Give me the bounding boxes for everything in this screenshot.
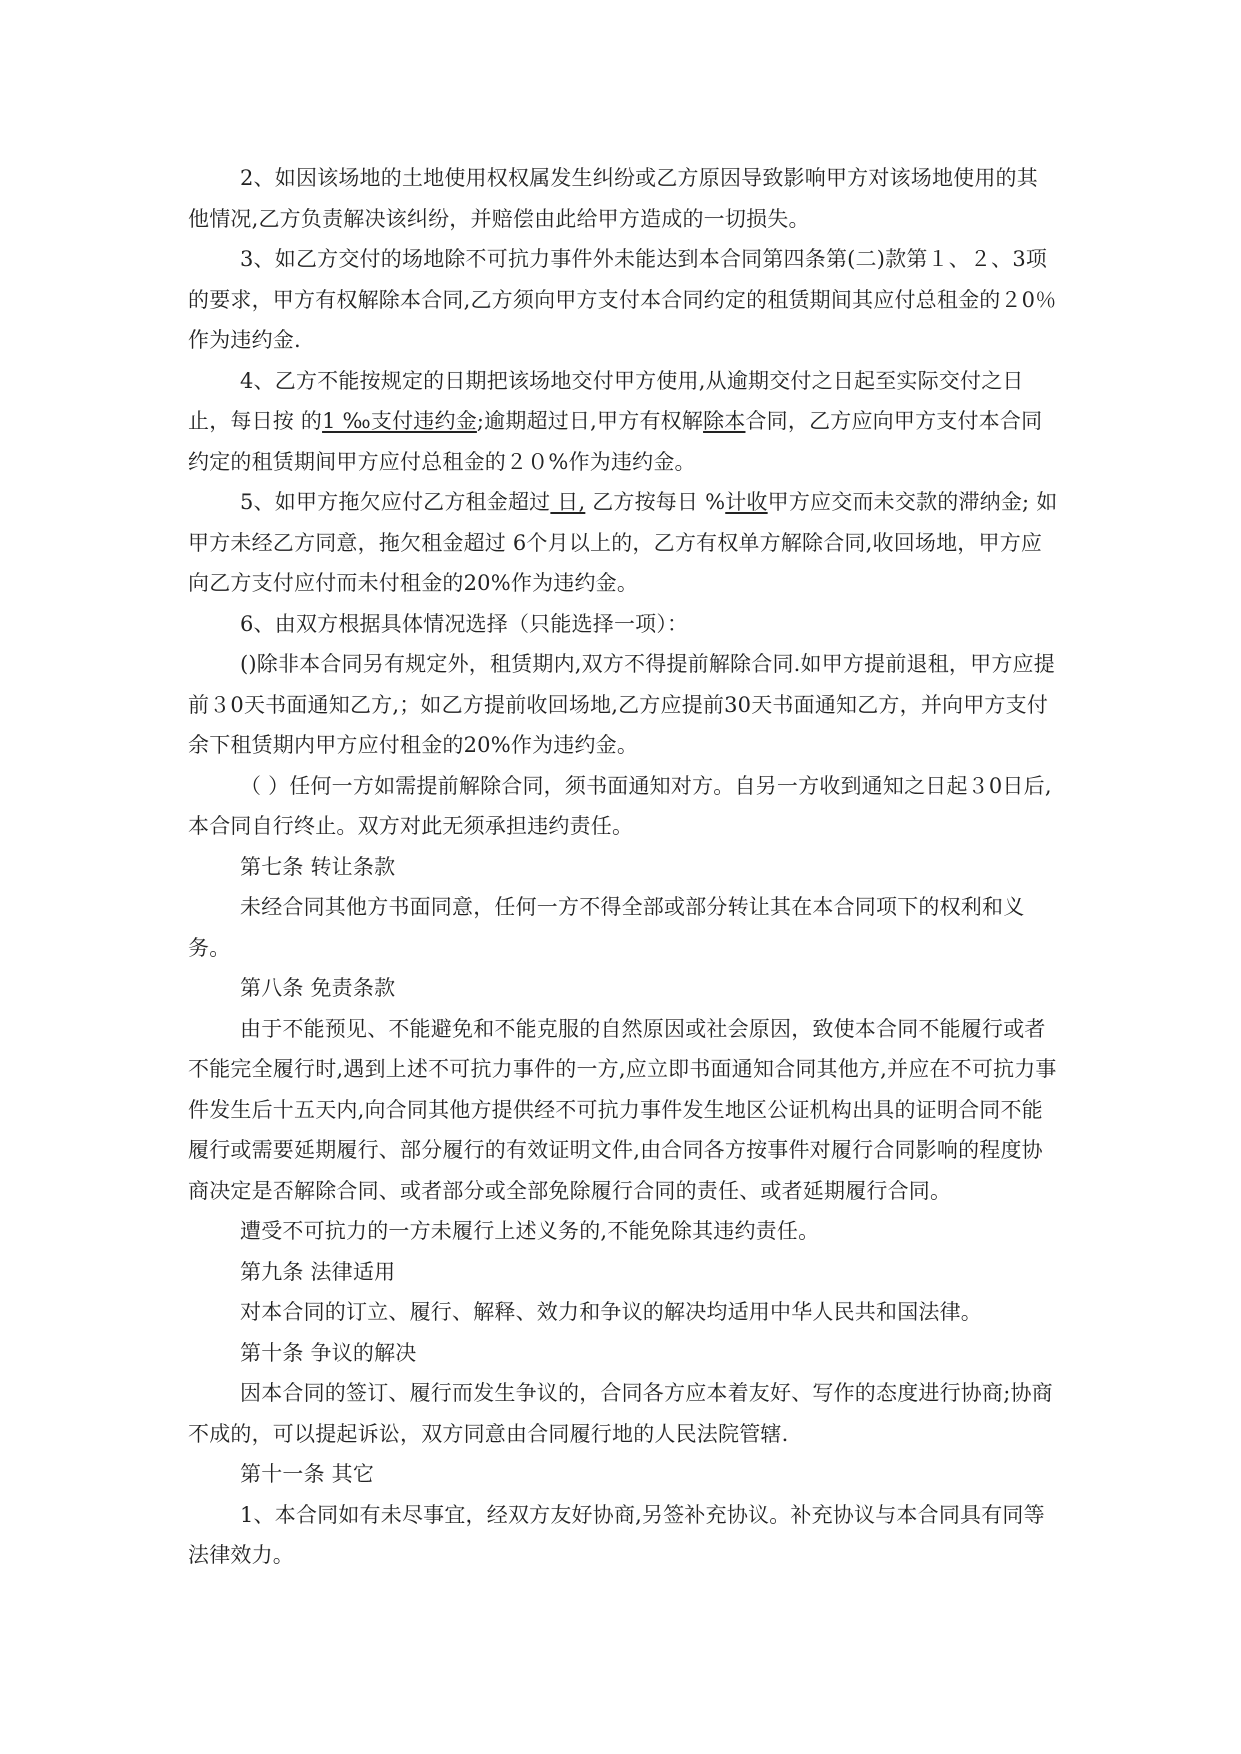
- clause-5-text-c: 甲方应交而未交款的滞纳金; 如甲方未经乙方同意，拖欠租金超过 6个月以上的，乙方有权单方解除合同,收回场地，甲方应向乙方支付应付而未付租金的20%作为违约金。: [188, 490, 1058, 595]
- clause-4-penalty-rate: 1 ‰支付违约金: [322, 409, 477, 433]
- paragraph-article-7: 未经合同其他方书面同意，任何一方不得全部或部分转让其在本合同项下的权利和义务。: [188, 895, 1025, 960]
- clause-5-days-blank: 日,: [550, 490, 586, 514]
- clause-4-text-b: ;逾期超过日,甲方有权解: [476, 409, 704, 433]
- paragraph-clause-3: 3、如乙方交付的场地除不可抗力事件外未能达到本合同第四条第(二)款第１、２、3项的要求，甲方有权解除本合同,乙方须向甲方支付本合同约定的租赁期间其应付总租金的２0％作为违约金.: [188, 247, 1057, 352]
- clause-5-text-b: 乙方按每日 %: [585, 490, 726, 514]
- paragraph-article-11-item-1: 1、本合同如有未尽事宜，经双方友好协商,另签补充协议。补充协议与本合同具有同等法律效力。: [188, 1502, 1045, 1567]
- article-11-heading: 第十一条 其它: [240, 1462, 375, 1486]
- paragraph-article-10: 因本合同的签订、履行而发生争议的，合同各方应本着友好、写作的态度进行协商;协商不成的，可以提起诉讼，双方同意由合同履行地的人民法院管辖.: [188, 1381, 1053, 1446]
- paragraph-clause-5: [188, 482, 1058, 604]
- paragraph-clause-2: 2、如因该场地的土地使用权权属发生纠纷或乙方原因导致影响甲方对该场地使用的其他情况,乙方负责解决该纠纷，并赔偿由此给甲方造成的一切损失。: [188, 166, 1038, 231]
- article-8-heading: 第八条 免责条款: [240, 976, 396, 1000]
- paragraph-option-b: （ ）任何一方如需提前解除合同，须书面通知对方。自另一方收到通知之日起３0日后,本合同自行终止。双方对此无须承担违约责任。: [188, 773, 1052, 838]
- paragraph-clause-4: [188, 361, 1058, 483]
- clause-4-text-c: 合同，乙方应向甲方支付本合同约定的租赁期间甲方应付总租金的２０%作为违约金。: [188, 409, 1043, 474]
- article-9-heading: 第九条 法律适用: [240, 1259, 396, 1284]
- clause-4-text-a: 4、乙方不能按规定的日期把该场地交付甲方使用,从逾期交付之日起至实际交付之日止，每日按 的: [188, 368, 1024, 433]
- paragraph-article-9: 对本合同的订立、履行、解释、效力和争议的解决均适用中华人民共和国法律。: [240, 1300, 982, 1324]
- contract-body: [188, 158, 1058, 1576]
- paragraph-clause-6: 6、由双方根据具体情况选择（只能选择一项）：: [240, 611, 689, 636]
- paragraph-article-8: 由于不能预见、不能避免和不能克服的自然原因或社会原因，致使本合同不能履行或者不能完全履行时,遇到上述不可抗力事件的一方,应立即书面通知合同其他方,并应在不可抗力事件发生后十五天内,向合同其他方提供经不可抗力事件发生地区公证机构出具的证明合同不能履行或需要延期履行、部分履行的有效证明文件,由合同各方按事件对履行合同影响的程度协商决定是否解除合同、或者部分或全部免除履行合同的责任、或者延期履行合同。: [188, 1016, 1057, 1203]
- paragraph-option-a: ()除非本合同另有规定外，租赁期内,双方不得提前解除合同.如甲方提前退租，甲方应提前３0天书面通知乙方,；如乙方提前收回场地,乙方应提前30天书面通知乙方，并向甲方支付余下租赁期内甲方应付租金的20%作为违约金。: [188, 652, 1055, 757]
- article-7-heading: 第七条 转让条款: [240, 854, 396, 879]
- clause-4-underlined-word: 除本: [703, 409, 746, 433]
- paragraph-article-8-note: 遭受不可抗力的一方未履行上述义务的,不能免除其违约责任。: [240, 1219, 820, 1243]
- clause-5-underlined-word: 计收: [725, 490, 768, 514]
- article-10-heading: 第十条 争议的解决: [240, 1340, 417, 1365]
- clause-5-text-a: 5、如甲方拖欠应付乙方租金超过: [240, 490, 551, 514]
